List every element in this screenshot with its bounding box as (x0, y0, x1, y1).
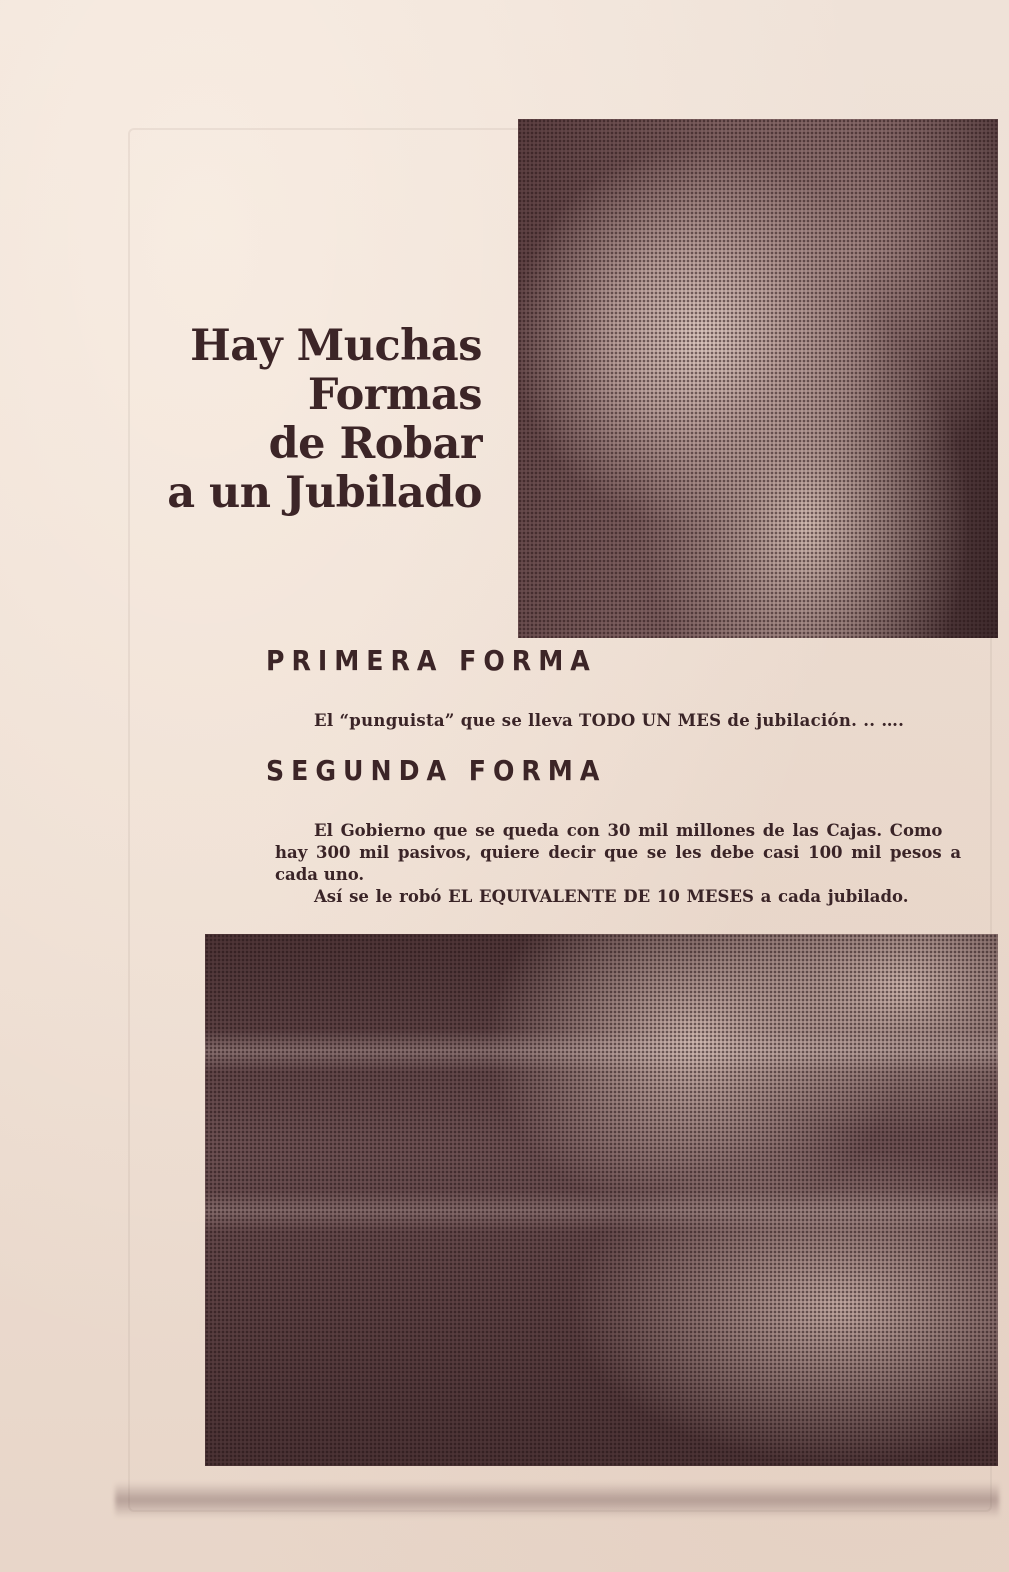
headline-line-3: de Robar (268, 419, 482, 469)
section-text-segunda-line-1: El Gobierno que se queda con 30 mil millones de las Cajas. Como (314, 821, 943, 840)
section-text-segunda-line-3: cada uno. (275, 865, 365, 884)
headline-line-2: Formas (307, 370, 482, 420)
headline-line-1: Hay Muchas (190, 321, 482, 371)
photo-woman-headscarf (518, 119, 998, 638)
headline (160, 322, 482, 518)
section-heading-primera: PRIMERA FORMA (266, 644, 597, 677)
section-text-primera: El “punguista” que se lleva TODO UN MES de jubilación. .. …. (314, 711, 905, 730)
section-heading-segunda: SEGUNDA FORMA (266, 754, 607, 787)
headline-line-4: a un Jubilado (167, 468, 482, 518)
photo-queue-scene (205, 934, 998, 1466)
print-smudge (115, 1482, 999, 1518)
section-text-segunda-line-2: hay 300 mil pasivos, quiere decir que se les debe casi 100 mil pesos a (275, 843, 962, 862)
section-text-segunda-line-4: Así se le robó EL EQUIVALENTE DE 10 MESES a cada jubilado. (314, 887, 909, 906)
